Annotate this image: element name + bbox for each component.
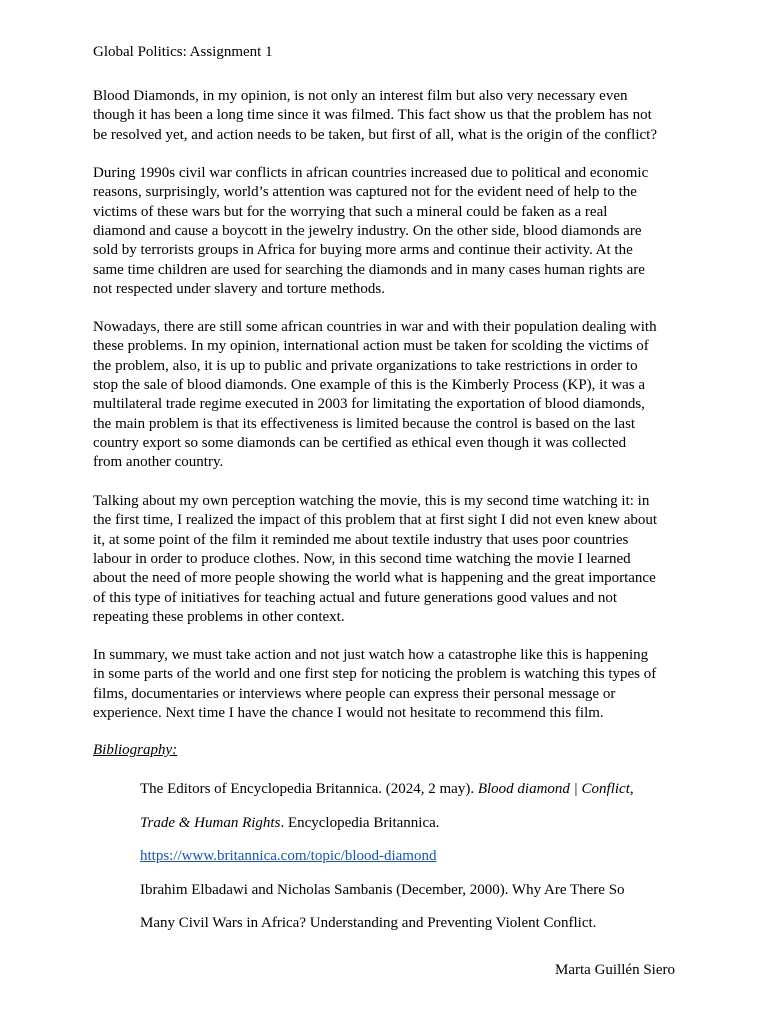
reference-text: . Encyclopedia Britannica. [280,815,440,831]
text-line: films, documentaries or interviews where people can express their personal message or [93,685,616,702]
text-line: of this type of initiatives for teaching actual and future generations good values and not [93,589,618,606]
text-line: stop the sale of blood diamonds. One example of this is the Kimberly Process (KP), it was a [93,377,645,394]
text-line: Talking about my own perception watching the movie, this is my second time watching it: in [93,493,650,509]
text-line: though it has been a long time since it was filmed. This fact show us that the problem has not [93,107,652,124]
text-line: sold by terrorists groups in Africa for buying more arms and continue their activity. At the [93,242,633,259]
text-line: diamond and cause a boycott in the jewelry industry. On the other side, blood diamonds are [93,223,642,240]
reference-1-line-2 [140,814,440,833]
text-line: in some parts of the world and one first step for noticing the problem is watching this types of [93,666,657,683]
text-line: the first time, I realized the impact of this problem that at first sight I did not even knew about [93,512,658,529]
text-line: the problem, also, it is up to public and private organizations to take restrictions in order to [93,357,638,374]
text-line: Blood Diamonds, in my opinion, is not only an interest film but also very necessary even [93,88,628,104]
text-line: labour in order to produce clothes. Now, in this second time watching the movie I learned [93,551,631,568]
text-line: reasons, surprisingly, world’s attention was captured not for the evident need of help to the [93,184,637,201]
text-line: about the need of more people showing the world what is happening and the great importance [93,570,656,587]
text-line: the main problem is that its effectiveness is limited because the control is based on the last [93,415,636,432]
text-line: from another country. [93,454,224,471]
reference-text: The Editors of Encyclopedia Britannica. (2024, 2 may). [140,781,478,797]
text-line: multilateral trade regime executed in 2003 for limitating the exportation of blood diamonds, [93,396,645,413]
text-line: not respected under slavery and torture methods. [93,281,385,298]
text-line: Nowadays, there are still some african countries in war and with their population dealing with [93,319,657,335]
text-line: In summary, we must take action and not just watch how a catastrophe like this is happening [93,647,649,663]
text-line: it, at some point of the film it reminded me about textile industry that uses poor countries [93,531,629,548]
reference-2-line-2: Many Civil Wars in Africa? Understanding and Preventing Violent Conflict. [140,915,597,931]
paragraph-perception [93,492,677,627]
reference-1-link[interactable]: https://www.britannica.com/topic/blood-diamond [140,848,437,864]
text-line: repeating these problems in other context. [93,609,345,626]
text-line: During 1990s civil war conflicts in african countries increased due to political and economic [93,165,649,181]
text-line: same time children are used for searching the diamonds and in many cases human rights are [93,261,645,278]
text-line: country export so some diamonds can be certified as ethical even though it was collected [93,435,627,452]
text-line: victims of these wars but for the worrying that such a mineral could be faken as a real [93,203,608,220]
paragraph-summary [93,646,677,723]
reference-title: Trade & Human Rights [140,815,281,831]
bibliography-heading: Bibliography: [93,742,178,758]
reference-2-line-1: Ibrahim Elbadawi and Nicholas Sambanis (December, 2000). Why Are There So [140,882,625,898]
document-page [93,0,677,1024]
document-header: Global Politics: Assignment 1 [93,44,273,60]
paragraph-origin [93,164,677,299]
text-line: experience. Next time I have the chance I would not hesitate to recommend this film. [93,705,604,722]
text-line: be resolved yet, and action needs to be taken, but first of all, what is the origin of the conflict? [93,126,657,143]
reference-title: Blood diamond | Conflict, [477,781,634,797]
author-name: Marta Guillén Siero [555,962,675,978]
paragraph-nowadays [93,318,677,473]
reference-1-line-1 [140,780,634,799]
text-line: these problems. In my opinion, international action must be taken for scolding the victims of [93,338,649,355]
paragraph-intro [93,87,677,145]
